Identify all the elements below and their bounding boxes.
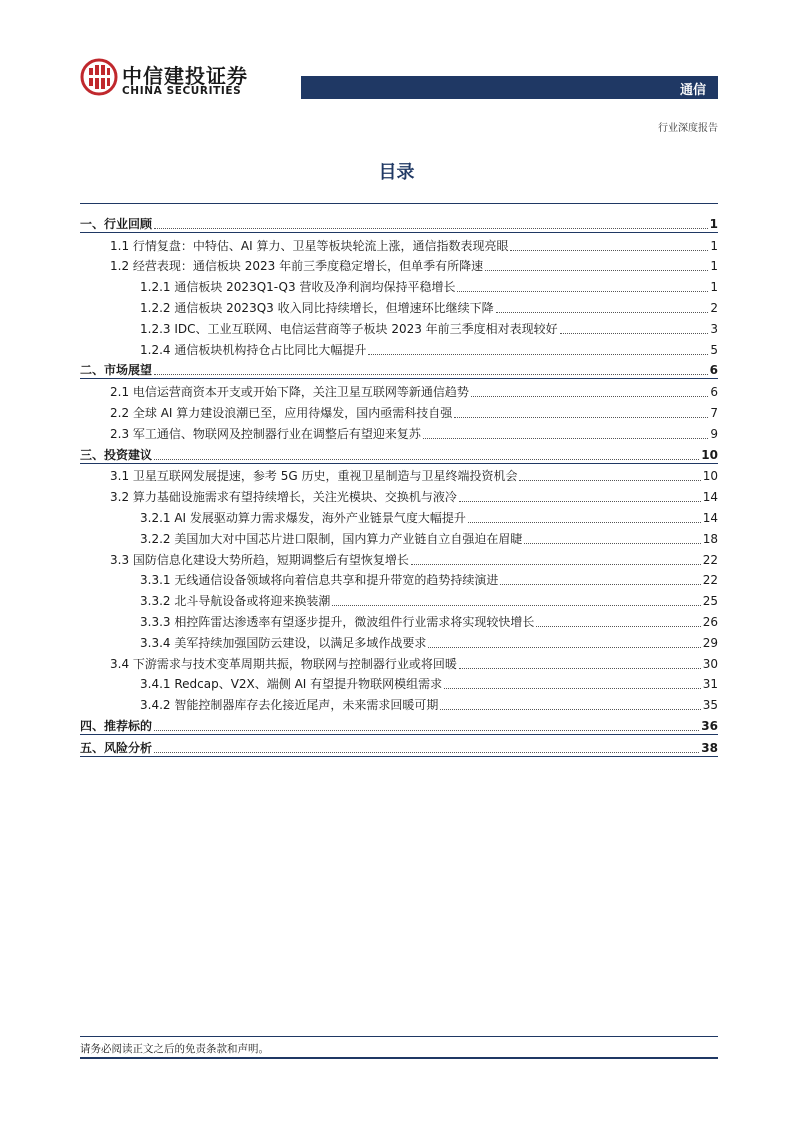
toc-entry-label: 二、市场展望 <box>80 363 153 378</box>
logo-chinese-name: 中信建投证券 <box>122 64 248 88</box>
toc-entry-page: 2 <box>710 300 718 315</box>
toc-entry-page: 5 <box>710 342 718 357</box>
toc-entry-label: 3.3 国防信息化建设大势所趋，短期调整后有望恢复增长 <box>110 552 409 567</box>
toc-entry-label: 2.2 全球 AI 算力建设浪潮已至，应用待爆发，国内亟需科技自强 <box>110 405 453 420</box>
toc-entry[interactable] <box>80 609 718 630</box>
toc-entry[interactable] <box>80 254 718 275</box>
toc-entry-label: 3.2.1 AI 发展驱动算力需求爆发，海外产业链景气度大幅提升 <box>140 510 466 525</box>
toc-leader-dots <box>536 626 700 627</box>
toc-entry-label: 五、风险分析 <box>80 740 153 755</box>
toc-entry-label: 四、推荐标的 <box>80 718 153 733</box>
toc-entry[interactable] <box>80 672 718 693</box>
toc-leader-dots <box>468 522 701 523</box>
toc-entry[interactable] <box>80 713 718 735</box>
toc-entry[interactable] <box>80 379 718 400</box>
toc-entry-label: 3.3.3 相控阵雷达渗透率有望逐步提升，微波组件行业需求将实现较快增长 <box>140 614 535 629</box>
toc-entry[interactable] <box>80 211 718 233</box>
toc-leader-dots <box>368 354 708 355</box>
toc-leader-dots <box>510 250 708 251</box>
toc-entry-label: 2.1 电信运营商资本开支或开始下降，关注卫星互联网等新通信趋势 <box>110 385 469 400</box>
toc-entry-page: 1 <box>710 280 718 295</box>
toc-leader-dots <box>154 459 699 460</box>
toc-entry-label: 1.1 行情复盘：中特估、AI 算力、卫星等板块轮流上涨，通信指数表现亮眼 <box>110 238 509 253</box>
toc-entry-page: 18 <box>702 531 718 546</box>
toc-entry-page: 6 <box>710 385 718 400</box>
toc-entry[interactable] <box>80 337 718 358</box>
toc-entry[interactable] <box>80 526 718 547</box>
footer-bottom-divider <box>80 1057 718 1059</box>
toc-leader-dots <box>423 438 708 439</box>
toc-entry-page: 26 <box>702 614 718 629</box>
toc-entry-label: 一、行业回顾 <box>80 216 153 231</box>
toc-leader-dots <box>440 709 700 710</box>
toc-entry-page: 14 <box>702 510 718 525</box>
toc-entry[interactable] <box>80 735 718 757</box>
toc-leader-dots <box>454 417 708 418</box>
toc-leader-dots <box>459 501 701 502</box>
toc-entry-page: 10 <box>702 469 718 484</box>
logo-emblem-icon <box>80 58 118 96</box>
toc-entry-label: 1.2.4 通信板块机构持仓占比同比大幅提升 <box>140 342 367 357</box>
toc-leader-dots <box>485 270 708 271</box>
toc-entry[interactable] <box>80 547 718 568</box>
footer-disclaimer: 请务必阅读正文之后的免责条款和声明。 <box>80 1043 269 1055</box>
toc-title: 目录 <box>378 162 415 183</box>
toc-entry-label: 3.1 卫星互联网发展提速，参考 5G 历史，重视卫星制造与卫星终端投资机会 <box>110 469 518 484</box>
toc-entry-page: 7 <box>710 405 718 420</box>
toc-entry-page: 22 <box>702 552 718 567</box>
toc-leader-dots <box>560 333 709 334</box>
toc-leader-dots <box>154 730 699 731</box>
logo-english-name: CHINA SECURITIES <box>122 85 242 97</box>
toc-leader-dots <box>154 752 699 753</box>
toc-entry-label: 3.3.2 北斗导航设备或将迎来换装潮 <box>140 594 331 609</box>
toc-entry-label: 3.4.1 Redcap、V2X、端侧 AI 有望提升物联网模组需求 <box>140 677 443 692</box>
toc-entry[interactable] <box>80 692 718 713</box>
toc-entry-label: 3.3.1 无线通信设备领域将向着信息共享和提升带宽的趋势持续演进 <box>140 573 499 588</box>
toc-entry[interactable] <box>80 233 718 254</box>
toc-leader-dots <box>332 605 700 606</box>
toc-leader-dots <box>444 688 701 689</box>
toc-entry[interactable] <box>80 400 718 421</box>
toc-leader-dots <box>154 228 708 229</box>
toc-entry-page: 30 <box>702 656 718 671</box>
toc-entry-label: 1.2 经营表现：通信板块 2023 年前三季度稳定增长，但单季有所降速 <box>110 259 484 274</box>
toc-entry[interactable] <box>80 442 718 464</box>
toc-entry[interactable] <box>80 568 718 589</box>
toc-entry-page: 9 <box>710 426 718 441</box>
table-of-contents <box>80 211 718 757</box>
toc-entry[interactable] <box>80 484 718 505</box>
toc-leader-dots <box>496 312 709 313</box>
toc-entry-label: 3.4.2 智能控制器库存去化接近尾声，未来需求回暖可期 <box>140 698 439 713</box>
toc-entry-page: 25 <box>702 594 718 609</box>
toc-entry-page: 22 <box>702 573 718 588</box>
toc-entry[interactable] <box>80 464 718 485</box>
toc-entry-page: 38 <box>701 740 718 755</box>
toc-entry-label: 1.2.2 通信板块 2023Q3 收入同比持续增长，但增速环比继续下降 <box>140 300 494 315</box>
toc-leader-dots <box>411 564 701 565</box>
company-logo <box>80 58 250 102</box>
toc-entry-page: 3 <box>710 321 718 336</box>
toc-entry-page: 35 <box>702 698 718 713</box>
toc-entry[interactable] <box>80 316 718 337</box>
toc-leader-dots <box>524 543 700 544</box>
toc-entry-page: 14 <box>702 490 718 505</box>
toc-entry-label: 3.4 下游需求与技术变革周期共振，物联网与控制器行业或将回暖 <box>110 656 457 671</box>
toc-entry[interactable] <box>80 295 718 316</box>
toc-entry[interactable] <box>80 274 718 295</box>
toc-entry[interactable] <box>80 630 718 651</box>
toc-entry-page: 6 <box>709 363 718 378</box>
toc-entry-label: 1.2.1 通信板块 2023Q1-Q3 营收及净利润均保持平稳增长 <box>140 280 456 295</box>
toc-entry-label: 3.2 算力基础设施需求有望持续增长，关注光模块、交换机与液冷 <box>110 490 457 505</box>
header-category-bar <box>301 76 718 99</box>
toc-leader-dots <box>459 668 701 669</box>
report-type-label: 行业深度报告 <box>658 123 718 134</box>
toc-entry[interactable] <box>80 588 718 609</box>
toc-entry-label: 3.2.2 美国加大对中国芯片进口限制，国内算力产业链自立自强迫在眉睫 <box>140 531 523 546</box>
toc-leader-dots <box>519 480 700 481</box>
toc-entry-label: 1.2.3 IDC、工业互联网、电信运营商等子板块 2023 年前三季度相对表现较好 <box>140 321 558 336</box>
toc-entry[interactable] <box>80 651 718 672</box>
header-category: 通信 <box>679 83 706 98</box>
toc-leader-dots <box>471 396 708 397</box>
toc-top-divider <box>80 203 718 204</box>
toc-entry-page: 1 <box>709 216 718 231</box>
toc-entry-label: 三、投资建议 <box>80 447 153 462</box>
toc-leader-dots <box>428 647 700 648</box>
toc-entry-page: 1 <box>710 238 718 253</box>
toc-entry-label: 3.3.4 美军持续加强国防云建设，以满足多域作战要求 <box>140 635 427 650</box>
toc-leader-dots <box>457 291 708 292</box>
toc-entry-page: 36 <box>701 718 718 733</box>
toc-leader-dots <box>154 374 708 375</box>
footer-divider <box>80 1036 718 1037</box>
toc-entry-label: 2.3 军工通信、物联网及控制器行业在调整后有望迎来复苏 <box>110 426 421 441</box>
toc-entry-page: 29 <box>702 635 718 650</box>
toc-entry-page: 1 <box>710 259 718 274</box>
toc-entry-page: 31 <box>702 677 718 692</box>
toc-entry-page: 10 <box>701 447 718 462</box>
toc-entry[interactable] <box>80 505 718 526</box>
toc-entry[interactable] <box>80 421 718 442</box>
toc-entry[interactable] <box>80 358 718 380</box>
toc-leader-dots <box>500 584 700 585</box>
